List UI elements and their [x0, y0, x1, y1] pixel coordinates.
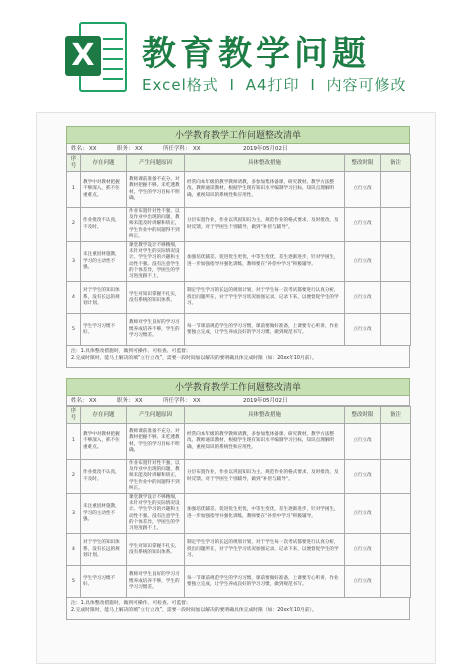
- column-header: 备注: [381, 407, 411, 424]
- measures-cell: 分层布置作业，作业以巩固知识为主。规范作业的格式要求，及时批改，及时反馈。对于学困生个别辅导，做到“补偿与辅导”。: [185, 208, 345, 242]
- problem-cell: 对于学生的知识体系，没有长远的规划计划。: [81, 282, 127, 314]
- measures-cell: 经常向本年级的教学教师请教，多参加集体备课，研究教材。教学方法整改。教师通读教材，根据学生现有知识水平编制学习目标，知识点理解明确，重视知识的系统性和应用性。: [185, 172, 345, 208]
- table-row: [67, 566, 411, 598]
- row-number: 5: [67, 566, 81, 598]
- row-number: 1: [67, 424, 81, 460]
- deadline-cell: 立行立改: [345, 494, 381, 534]
- name-value: XX: [89, 398, 97, 404]
- problem-cell: 未注重因材施教，学习的主动性不强。: [81, 242, 127, 282]
- remark-cell: [381, 242, 411, 282]
- name-label: 姓名：: [71, 398, 88, 404]
- column-header: 序号: [67, 407, 81, 424]
- remark-cell: [381, 282, 411, 314]
- page-subtitle: [142, 74, 407, 95]
- rectification-sheet: [66, 378, 410, 620]
- column-header: 产生问题原因: [127, 155, 185, 172]
- table-row: [67, 172, 411, 208]
- row-number: 4: [67, 282, 81, 314]
- problem-cell: 作业批改不认真，不及时。: [81, 208, 127, 242]
- note-line: 2.完成时限时，能马上解决的填“立行立改”，需要一段时间加以解决的要明确具体完成时限（如：20xx年10月前）。: [71, 608, 317, 614]
- cause-cell: 教师对学生良好的学习习惯养成培养不够，学生的学习习惯差。: [127, 566, 185, 598]
- format-label: Excel格式: [142, 76, 219, 94]
- cause-cell: 作业布置针对性不强，以及作业中出现的问题，教师未能及时讲解和矫正，学生作业中的问题得不到纠正。: [127, 460, 185, 494]
- table-row: [67, 460, 411, 494]
- table-row: [67, 282, 411, 314]
- position-label: 职务：: [117, 398, 134, 404]
- separator: I: [229, 76, 235, 94]
- sheet-title: 小学教育教学工作问题整改清单: [66, 378, 410, 396]
- header-banner: [0, 0, 474, 112]
- sheet-notes: [66, 598, 410, 620]
- column-header: 存在问题: [81, 155, 127, 172]
- row-number: 1: [67, 172, 81, 208]
- separator: I: [310, 76, 316, 94]
- deadline-cell: 立行立改: [345, 566, 381, 598]
- rectification-table: [66, 154, 411, 346]
- column-header: 产生问题原因: [127, 407, 185, 424]
- problem-cell: 学生学习习惯不好。: [81, 566, 127, 598]
- column-header: 备注: [381, 155, 411, 172]
- row-number: 2: [67, 460, 81, 494]
- cause-cell: 学生对知识掌握不扎实，没有系统的知识体系。: [127, 534, 185, 566]
- editable-label: 内容可修改: [326, 76, 407, 94]
- problem-cell: 未注重因材施教，学习的主动性不强。: [81, 494, 127, 534]
- measures-cell: 制定学生学习的长远的规划计划，对于学生每一次考试都要进行认真分析，找出问题所在，对于学生学习状况加强记录，记录下来，以便督促学生的学习。: [185, 534, 345, 566]
- remark-cell: [381, 494, 411, 534]
- cause-cell: 教师对学生良好的学习习惯养成培养不够，学生的学习习惯差。: [127, 314, 185, 346]
- table-row: [67, 242, 411, 282]
- row-number: 4: [67, 534, 81, 566]
- position-label: 职务：: [117, 146, 134, 152]
- row-number: 3: [67, 494, 81, 534]
- deadline-cell: 立行立改: [345, 172, 381, 208]
- cause-cell: 课堂教学设计不够精细，未针对学生的实际情况设计。学生学习的兴趣和主动性不强。没有注意学生的个体差异，学困生的学习进度跟不上。: [127, 494, 185, 534]
- sheet-title: 小学教育教学工作问题整改清单: [66, 126, 410, 144]
- problem-cell: 作业批改不认真，不及时。: [81, 460, 127, 494]
- position-value: XX: [135, 398, 143, 404]
- deadline-cell: 立行立改: [345, 534, 381, 566]
- row-number: 3: [67, 242, 81, 282]
- subject-label: 所任学科：: [163, 146, 191, 152]
- cause-cell: 教师课前准备不充分。对教材把握不够。未吃透教材。学生的学习目标不明确。: [127, 424, 185, 460]
- sheet-notes: [66, 346, 410, 368]
- table-row: [67, 208, 411, 242]
- date-value: 2019年05月02日: [243, 146, 288, 152]
- name-value: XX: [89, 146, 97, 152]
- measures-cell: 经常向本年级的教学教师请教，多参加集体备课，研究教材。教学方法整改。教师通读教材，根据学生现有知识水平编制学习目标，知识点理解明确，重视知识的系统性和应用性。: [185, 424, 345, 460]
- problem-cell: 教学中对教材把握不够深入，抓不住重难点。: [81, 424, 127, 460]
- problem-cell: 学生学习习惯不好。: [81, 314, 127, 346]
- measures-cell: 制定学生学习的长远的规划计划，对于学生每一次考试都要进行认真分析，找出问题所在，对于学生学习状况加强记录，记录下来，以便督促学生的学习。: [185, 282, 345, 314]
- remark-cell: [381, 566, 411, 598]
- rectification-sheet: [66, 126, 410, 368]
- cause-cell: 教师课前准备不充分。对教材把握不够。未吃透教材。学生的学习目标不明确。: [127, 172, 185, 208]
- subject-label: 所任学科：: [163, 398, 191, 404]
- column-header: 整改时限: [345, 155, 381, 172]
- subject-value: XX: [193, 398, 201, 404]
- table-row: [67, 424, 411, 460]
- column-header: 存在问题: [81, 407, 127, 424]
- subject-value: XX: [193, 146, 201, 152]
- excel-letter-badge: X: [65, 36, 101, 76]
- measures-cell: 每一节课前规范学生的学习习惯，课前要做好准备，上课要专心听讲，作业要独立完成，让学生养成良好的学习习惯，做到规范书写。: [185, 314, 345, 346]
- excel-icon: [65, 22, 127, 92]
- table-row: [67, 314, 411, 346]
- row-number: 2: [67, 208, 81, 242]
- deadline-cell: 立行立改: [345, 282, 381, 314]
- page-title: 教育教学问题: [142, 34, 370, 74]
- table-header-row: [67, 407, 411, 424]
- sheet-info-row: [66, 144, 410, 154]
- sheet-info-row: [66, 396, 410, 406]
- remark-cell: [381, 534, 411, 566]
- problem-cell: 对于学生的知识体系，没有长远的规划计划。: [81, 534, 127, 566]
- column-header: 整改时限: [345, 407, 381, 424]
- measures-cell: 每一节课前规范学生的学习习惯，课前要做好准备，上课要专心听讲，作业要独立完成，让学生养成良好的学习习惯，做到规范书写。: [185, 566, 345, 598]
- table-row: [67, 534, 411, 566]
- measures-cell: 加强培优辅差。促进优生更优，中等生变优，差生逐渐进步，针对学困生，进一步加强指导并强化训练，教师要在“补偿中学习”积极辅导。: [185, 242, 345, 282]
- remark-cell: [381, 460, 411, 494]
- deadline-cell: 立行立改: [345, 314, 381, 346]
- note-line: 注：1.具体整改措施时，做到可操作、可检查、可监督；: [71, 601, 191, 607]
- table-header-row: [67, 155, 411, 172]
- column-header: 序号: [67, 155, 81, 172]
- position-value: XX: [135, 146, 143, 152]
- deadline-cell: 立行立改: [345, 208, 381, 242]
- cause-cell: 学生对知识掌握不扎实，没有系统的知识体系。: [127, 282, 185, 314]
- cause-cell: 课堂教学设计不够精细，未针对学生的实际情况设计。学生学习的兴趣和主动性不强。没有注意学生的个体差异，学困生的学习进度跟不上。: [127, 242, 185, 282]
- table-row: [67, 494, 411, 534]
- date-value: 2019年05月02日: [243, 398, 288, 404]
- deadline-cell: 立行立改: [345, 460, 381, 494]
- measures-cell: 分层布置作业，作业以巩固知识为主。规范作业的格式要求，及时批改，及时反馈。对于学困生个别辅导，做到“补偿与辅导”。: [185, 460, 345, 494]
- row-number: 5: [67, 314, 81, 346]
- note-line: 注：1.具体整改措施时，做到可操作、可检查、可监督；: [71, 349, 191, 355]
- print-label: A4打印: [245, 76, 300, 94]
- remark-cell: [381, 208, 411, 242]
- note-line: 2.完成时限时，能马上解决的填“立行立改”，需要一段时间加以解决的要明确具体完成时限（如：20xx年10月前）。: [71, 356, 317, 362]
- name-label: 姓名：: [71, 146, 88, 152]
- deadline-cell: 立行立改: [345, 424, 381, 460]
- measures-cell: 加强培优辅差。促进优生更优，中等生变优，差生逐渐进步，针对学困生，进一步加强指导并强化训练，教师要在“补偿中学习”积极辅导。: [185, 494, 345, 534]
- cause-cell: 作业布置针对性不强，以及作业中出现的问题，教师未能及时讲解和矫正，学生作业中的问题得不到纠正。: [127, 208, 185, 242]
- deadline-cell: 立行立改: [345, 242, 381, 282]
- rectification-table: [66, 406, 411, 598]
- column-header: 具体整改措施: [185, 155, 345, 172]
- remark-cell: [381, 172, 411, 208]
- problem-cell: 教学中对教材把握不够深入，抓不住重难点。: [81, 172, 127, 208]
- remark-cell: [381, 424, 411, 460]
- column-header: 具体整改措施: [185, 407, 345, 424]
- remark-cell: [381, 314, 411, 346]
